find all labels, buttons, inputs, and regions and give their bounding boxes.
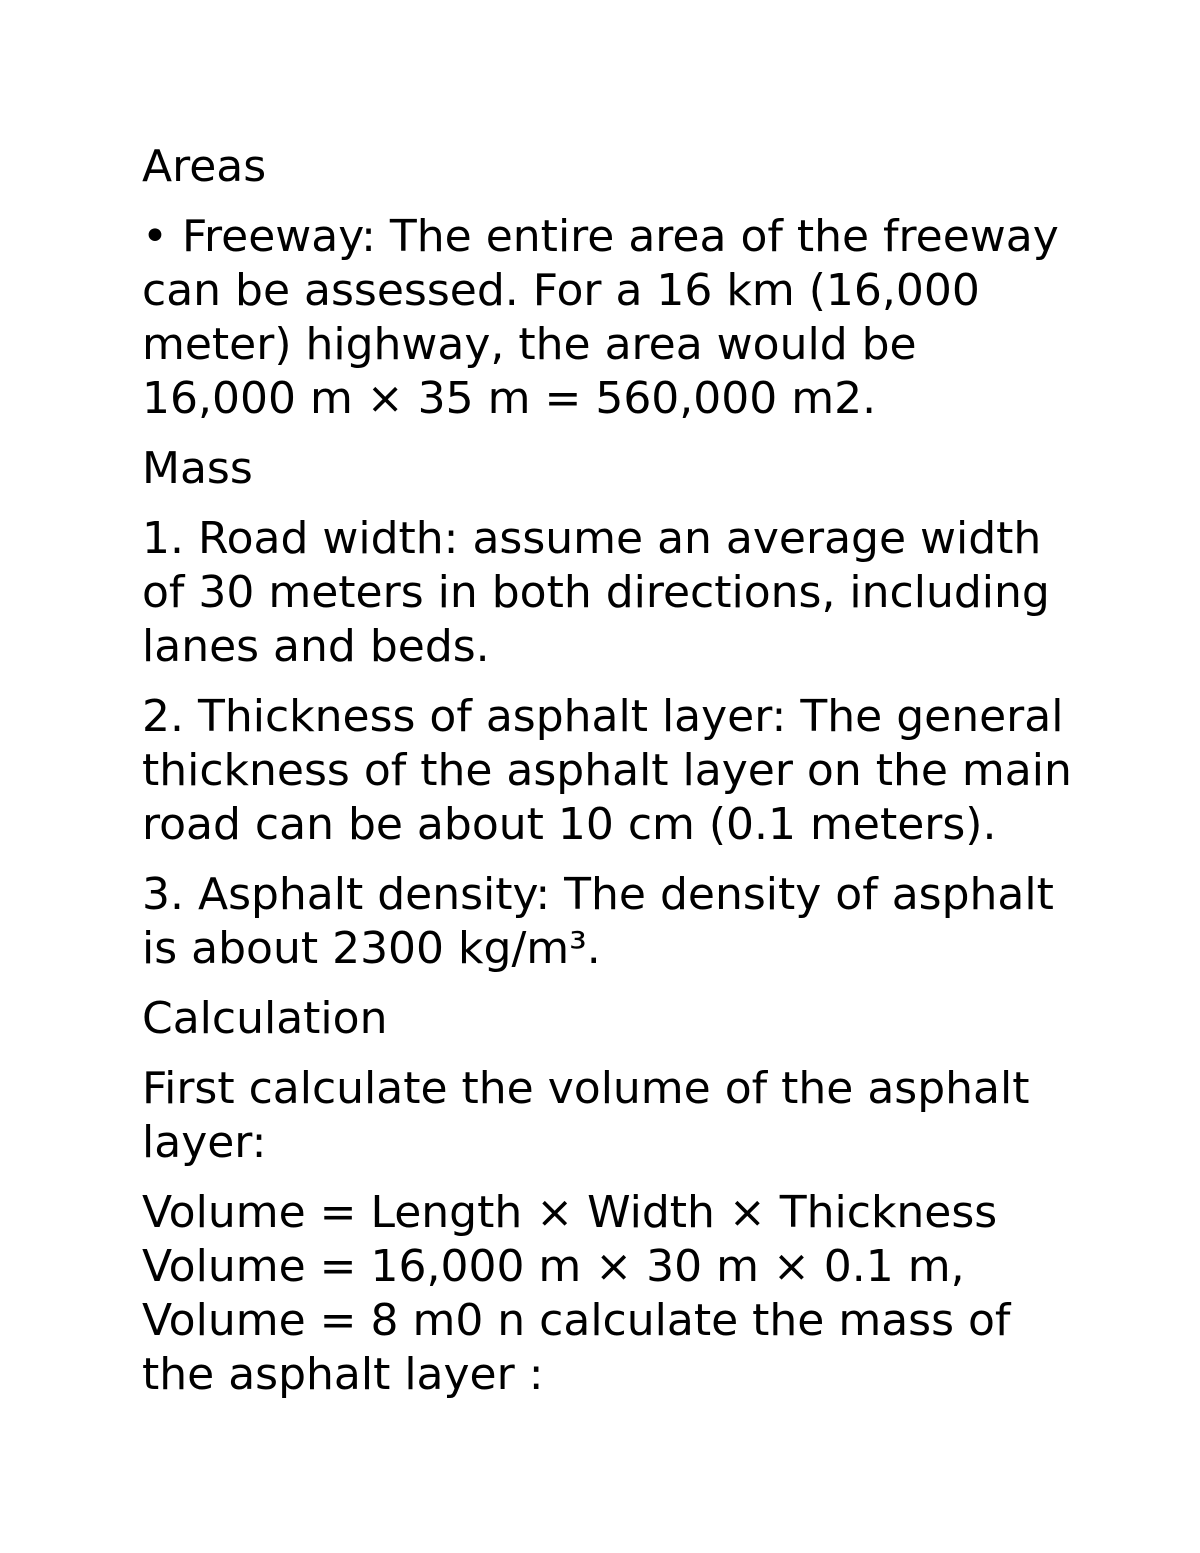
- text-line: layer:: [142, 1117, 267, 1168]
- section-heading-mass: Mass: [142, 443, 253, 494]
- text-line: Volume = 8 m0 n calculate the mass of: [142, 1295, 1011, 1346]
- text-line: lanes and beds.: [142, 621, 490, 672]
- document-body: [142, 140, 1102, 1418]
- paragraph-road-width: [142, 512, 1102, 674]
- text-line: of 30 meters in both directions, including: [142, 567, 1050, 618]
- text-line: thickness of the asphalt layer on the main: [142, 745, 1072, 796]
- paragraph-volume-intro: [142, 1062, 1102, 1170]
- text-line: 3. Asphalt density: The density of asphalt: [142, 869, 1054, 920]
- text-line: meter) highway, the area would be: [142, 319, 917, 370]
- paragraph-freeway-area: [142, 210, 1102, 426]
- paragraph-volume-formula: [142, 1186, 1102, 1402]
- text-line: Volume = Length × Width × Thickness: [142, 1187, 998, 1238]
- text-line: First calculate the volume of the asphalt: [142, 1063, 1030, 1114]
- text-line: Volume = 16,000 m × 30 m × 0.1 m,: [142, 1241, 965, 1292]
- text-line: 2. Thickness of asphalt layer: The general: [142, 691, 1064, 742]
- text-line: • Freeway: The entire area of the freeway: [142, 211, 1059, 262]
- section-heading-areas: Areas: [142, 141, 267, 192]
- text-line: 1. Road width: assume an average width: [142, 513, 1042, 564]
- paragraph-asphalt-thickness: [142, 690, 1102, 852]
- text-line: road can be about 10 cm (0.1 meters).: [142, 799, 997, 850]
- text-line: the asphalt layer :: [142, 1349, 544, 1400]
- text-line: can be assessed. For a 16 km (16,000: [142, 265, 980, 316]
- text-line: 16,000 m × 35 m = 560,000 m2.: [142, 373, 877, 424]
- section-heading-calculation: Calculation: [142, 993, 388, 1044]
- paragraph-asphalt-density: [142, 868, 1102, 976]
- text-line: is about 2300 kg/m³.: [142, 923, 601, 974]
